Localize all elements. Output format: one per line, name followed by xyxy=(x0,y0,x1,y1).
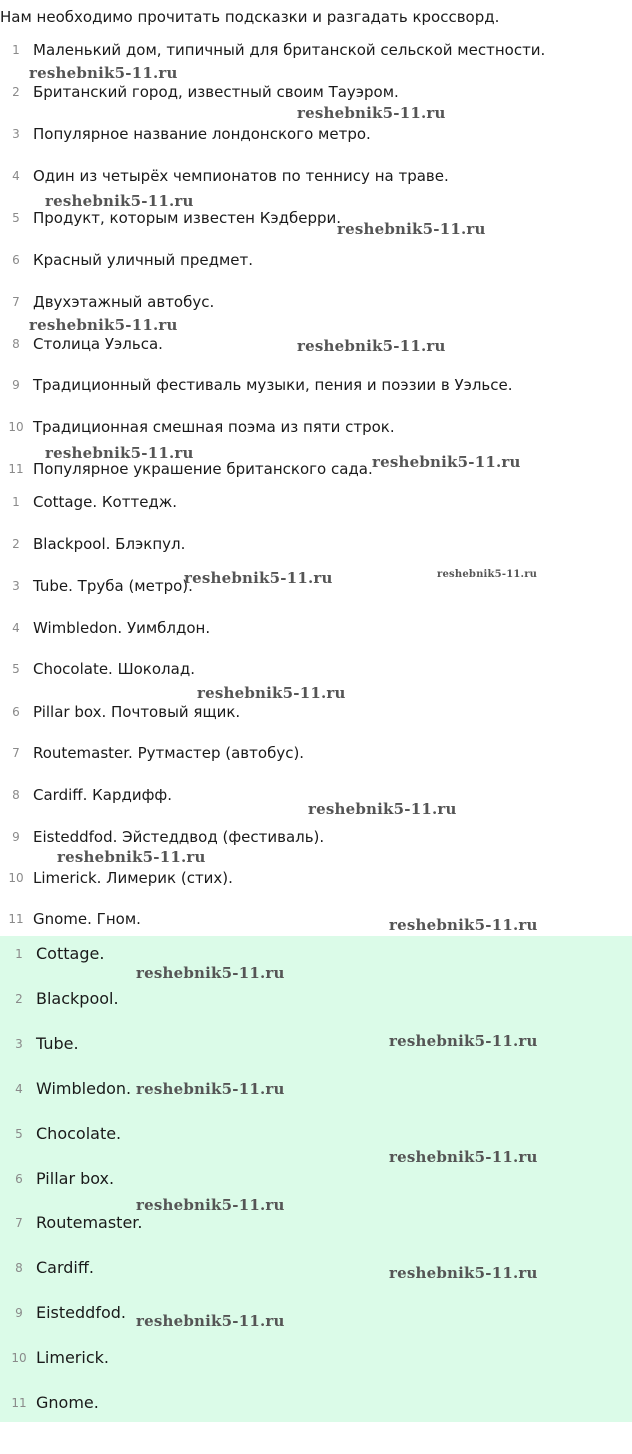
item-text: Tube. Труба (метро). xyxy=(33,577,193,595)
item-number: 11 xyxy=(8,462,24,476)
item-text: Популярное украшение британского сада. xyxy=(33,460,373,478)
item-number: 11 xyxy=(8,912,24,926)
watermark: reshebnik5-11.ru xyxy=(57,848,206,866)
item-text: Традиционный фестиваль музыки, пения и поэзии в Уэльсе. xyxy=(33,376,513,394)
item-number: 8 xyxy=(12,337,20,351)
item-number: 1 xyxy=(12,43,20,57)
item-text: Cottage. xyxy=(36,944,105,963)
item-text: Eisteddfod. xyxy=(36,1303,126,1322)
watermark: reshebnik5-11.ru xyxy=(389,1032,538,1050)
item-number: 1 xyxy=(15,947,23,961)
item-text: Blackpool. xyxy=(36,989,119,1008)
item-text: Chocolate. xyxy=(36,1124,122,1143)
watermark: reshebnik5-11.ru xyxy=(136,1312,285,1330)
item-number: 9 xyxy=(12,830,20,844)
item-number: 4 xyxy=(15,1082,23,1096)
item-text: Gnome. Гном. xyxy=(33,910,141,928)
watermark: reshebnik5-11.ru xyxy=(297,104,446,122)
item-text: Chocolate. Шоколад. xyxy=(33,660,195,678)
item-number: 8 xyxy=(12,788,20,802)
intro-text: Нам необходимо прочитать подсказки и разгадать кроссворд. xyxy=(0,8,500,26)
item-number: 2 xyxy=(12,85,20,99)
item-number: 9 xyxy=(15,1306,23,1320)
item-number: 8 xyxy=(15,1261,23,1275)
watermark: reshebnik5-11.ru xyxy=(372,453,521,471)
item-number: 5 xyxy=(12,662,20,676)
item-number: 2 xyxy=(12,537,20,551)
item-number: 4 xyxy=(12,169,20,183)
item-text: Eisteddfod. Эйстеддвод (фестиваль). xyxy=(33,828,325,846)
watermark: reshebnik5-11.ru xyxy=(45,192,194,210)
item-number: 9 xyxy=(12,378,20,392)
item-number: 7 xyxy=(15,1216,23,1230)
item-text: Limerick. xyxy=(36,1348,109,1367)
answer-panel xyxy=(0,936,632,1422)
item-number: 10 xyxy=(11,1351,27,1365)
item-text: Один из четырёх чемпионатов по теннису на траве. xyxy=(33,167,449,185)
item-text: Cardiff. xyxy=(36,1258,94,1277)
item-text: Традиционная смешная поэма из пяти строк. xyxy=(33,418,395,436)
watermark: reshebnik5-11.ru xyxy=(136,1196,285,1214)
item-text: Двухэтажный автобус. xyxy=(33,293,215,311)
watermark: reshebnik5-11.ru xyxy=(29,64,178,82)
item-text: Wimbledon. Уимблдон. xyxy=(33,619,211,637)
item-text: Blackpool. Блэкпул. xyxy=(33,535,186,553)
item-text: Продукт, которым известен Кэдберри. xyxy=(33,209,342,227)
watermark: reshebnik5-11.ru xyxy=(184,569,333,587)
item-number: 4 xyxy=(12,621,20,635)
watermark: reshebnik5-11.ru xyxy=(197,684,346,702)
item-number: 5 xyxy=(12,211,20,225)
item-text: Limerick. Лимерик (стих). xyxy=(33,869,233,887)
item-text: Tube. xyxy=(36,1034,79,1053)
item-number: 6 xyxy=(15,1172,23,1186)
watermark: reshebnik5-11.ru xyxy=(389,916,538,934)
item-text: Cottage. Коттедж. xyxy=(33,493,178,511)
item-number: 6 xyxy=(12,253,20,267)
watermark: reshebnik5-11.ru xyxy=(337,220,486,238)
item-text: Популярное название лондонского метро. xyxy=(33,125,371,143)
item-text: Столица Уэльса. xyxy=(33,335,163,353)
watermark: reshebnik5-11.ru xyxy=(437,569,538,580)
item-text: Wimbledon. xyxy=(36,1079,132,1098)
item-number: 10 xyxy=(8,420,24,434)
item-text: Cardiff. Кардифф. xyxy=(33,786,173,804)
item-number: 5 xyxy=(15,1127,23,1141)
item-number: 7 xyxy=(12,746,20,760)
watermark: reshebnik5-11.ru xyxy=(29,316,178,334)
item-number: 3 xyxy=(15,1037,23,1051)
item-text: Pillar box. Почтовый ящик. xyxy=(33,703,241,721)
watermark: reshebnik5-11.ru xyxy=(136,964,285,982)
item-number: 3 xyxy=(12,127,20,141)
watermark: reshebnik5-11.ru xyxy=(389,1264,538,1282)
item-number: 10 xyxy=(8,871,24,885)
item-text: Pillar box. xyxy=(36,1169,115,1188)
item-text: Красный уличный предмет. xyxy=(33,251,253,269)
item-text: Gnome. xyxy=(36,1393,99,1412)
item-number: 7 xyxy=(12,295,20,309)
watermark: reshebnik5-11.ru xyxy=(389,1148,538,1166)
watermark: reshebnik5-11.ru xyxy=(45,444,194,462)
item-number: 11 xyxy=(11,1396,27,1410)
watermark: reshebnik5-11.ru xyxy=(297,337,446,355)
item-text: Британский город, известный своим Тауэром. xyxy=(33,83,399,101)
item-number: 2 xyxy=(15,992,23,1006)
item-text: Маленький дом, типичный для британской сельской местности. xyxy=(33,41,546,59)
watermark: reshebnik5-11.ru xyxy=(136,1080,285,1098)
watermark: reshebnik5-11.ru xyxy=(308,800,457,818)
item-number: 3 xyxy=(12,579,20,593)
item-number: 6 xyxy=(12,705,20,719)
item-text: Routemaster. xyxy=(36,1213,143,1232)
item-text: Routemaster. Рутмастер (автобус). xyxy=(33,744,305,762)
item-number: 1 xyxy=(12,495,20,509)
